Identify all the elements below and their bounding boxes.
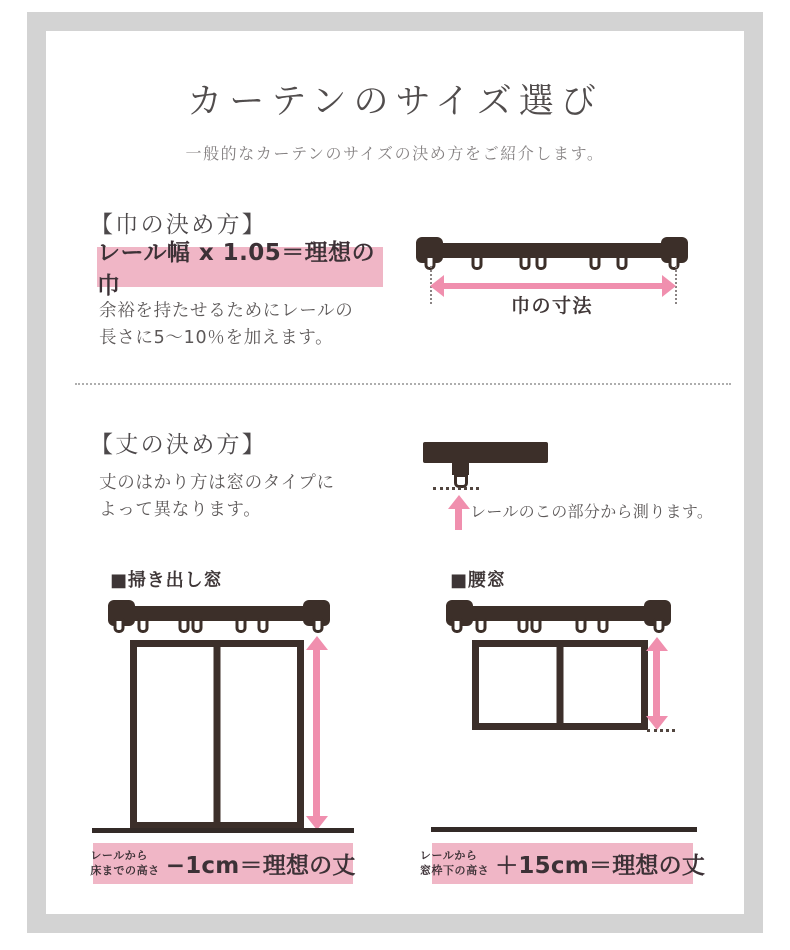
length-description-line-1: 丈のはかり方は窓のタイプに	[99, 473, 335, 493]
formula-prefix-line-2: 窓枠下の高さ	[419, 863, 490, 877]
rail-hook	[137, 618, 148, 633]
rail-hook	[597, 618, 608, 633]
width-description-line-2: 長さに5〜10％を加えます。	[99, 328, 334, 349]
waist-window-illustration	[472, 640, 648, 730]
waist-window-rail-illustration	[448, 600, 669, 634]
measure-note: レールのこの部分から測ります。	[470, 502, 714, 521]
waist-window-label: ■腰窓	[450, 570, 506, 591]
page-title: カーテンのサイズ選び	[187, 82, 603, 122]
rail-hook	[192, 618, 203, 633]
rail-hook	[536, 255, 547, 270]
rail-hook	[113, 618, 124, 633]
waist-window-formula-badge	[419, 843, 706, 884]
rail-hook	[235, 618, 246, 633]
rail-hook	[589, 255, 600, 270]
width-measure-arrow	[443, 283, 663, 289]
measure-start-guide-line	[433, 487, 479, 490]
section-divider	[75, 383, 731, 385]
rail-hook	[654, 618, 665, 633]
page-subtitle: 一般的なカーテンのサイズの決め方をご紹介します。	[185, 144, 605, 163]
formula-main: −1cm＝理想の丈	[165, 853, 356, 879]
rail-hook	[313, 618, 324, 633]
formula-main: ＋15cm＝理想の丈	[495, 853, 706, 879]
floor-window-rail-illustration	[110, 600, 328, 634]
arrow-head-down-icon	[646, 716, 668, 730]
floor-line	[92, 828, 354, 833]
rail-bar	[420, 243, 684, 258]
length-section-description	[99, 470, 335, 524]
width-dimension-label: 巾の寸法	[510, 295, 594, 317]
floor-line	[431, 827, 697, 832]
rail-hook	[668, 255, 679, 270]
floor-window-formula-badge	[90, 843, 356, 884]
rail-hook	[451, 618, 462, 633]
length-section-heading: 【丈の決め方】	[90, 432, 268, 458]
rail-cross-section-bar	[423, 442, 548, 463]
formula-prefix-line-1: レールから	[90, 849, 148, 863]
waist-window-height-arrow	[653, 650, 660, 717]
rail-hook	[531, 618, 542, 633]
rail-runner-hook	[454, 474, 468, 488]
formula-prefix-line-1: レールから	[419, 849, 478, 863]
rail-hook	[471, 255, 482, 270]
width-section-description	[99, 298, 353, 352]
rail-hook	[520, 255, 531, 270]
width-section-heading: 【巾の決め方】	[90, 212, 268, 238]
floor-window-label: ■掃き出し窓	[110, 570, 223, 591]
floor-window-height-arrow	[313, 649, 320, 817]
width-description-line-1: 余裕を持たせるためにレールの	[99, 301, 354, 321]
arrow-head-up-icon	[646, 637, 668, 651]
formula-prefix	[90, 849, 159, 878]
formula-prefix-line-2: 床までの高さ	[90, 863, 160, 877]
length-description-line-2: よって異なります。	[99, 500, 262, 521]
rail-hook	[575, 618, 586, 633]
window-mullion	[557, 647, 564, 723]
rail-hook	[179, 618, 190, 633]
rail-hook	[616, 255, 627, 270]
arrow-head-up-icon	[306, 636, 328, 650]
rail-hook	[476, 618, 487, 633]
window-mullion	[214, 647, 221, 822]
width-formula-badge: レール幅 x 1.05＝理想の巾	[97, 247, 383, 287]
arrow-head-up-icon	[448, 495, 470, 509]
floor-window-illustration	[130, 640, 304, 829]
rail-hook	[518, 618, 529, 633]
curtain-rail-illustration	[418, 237, 686, 271]
measure-point-arrow	[455, 508, 462, 530]
rail-hook	[257, 618, 268, 633]
window-bottom-guide-line	[647, 729, 675, 732]
formula-prefix	[420, 849, 489, 878]
